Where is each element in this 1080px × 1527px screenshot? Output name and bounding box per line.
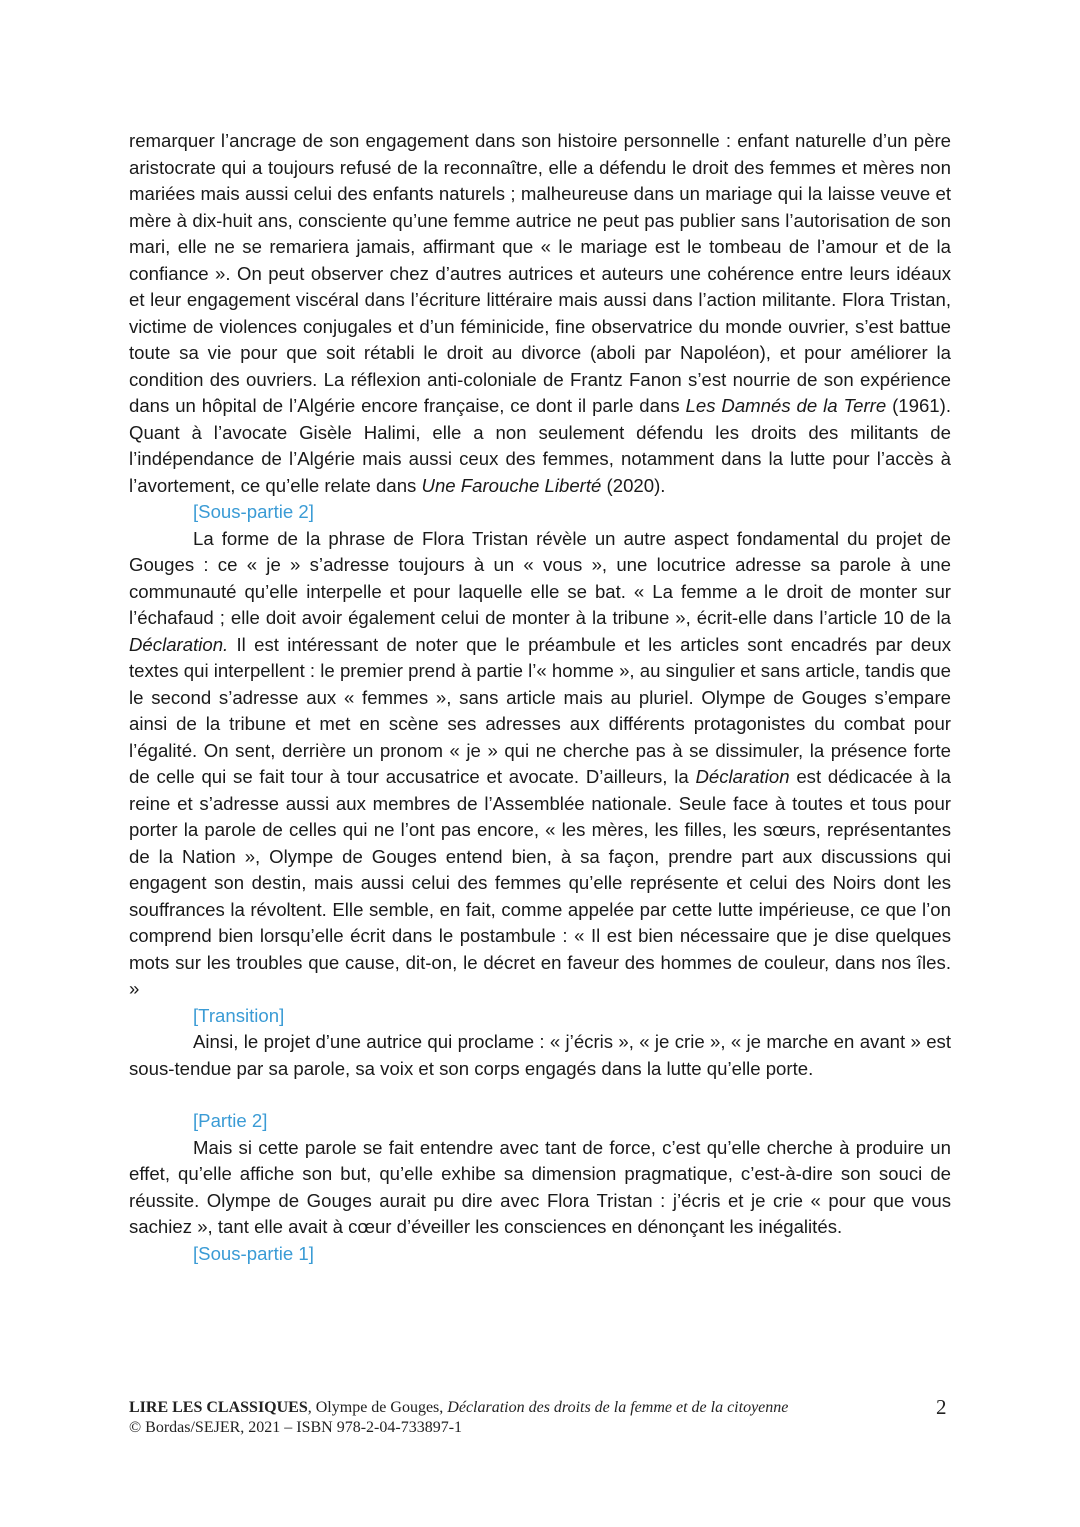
label-transition: [Transition] bbox=[193, 1004, 285, 1026]
footer-copyright: © Bordas/SEJER, 2021 – ISBN 978-2-04-733897-1 bbox=[129, 1419, 463, 1436]
paragraph-adresse: La forme de la phrase de Flora Tristan révèle un autre aspect fondamental du projet de Gouges : ce « je » s’adresse toujours à un « vous », une locutrice adresse sa parole à une communauté qu’elle interpelle et pour laquelle elle se bat. « La femme a le droit de monter sur l’échafaud ; elle doit avoir également celui de monter à la tribune », écrit-elle dans l’article 10 de la Déclaration. Il est intéressant de noter que le préambule et les articles sont encadrés par deux textes qui interpellent : le premier prend à partie l’« homme », au singulier et sans article, tandis que le second s’adresse aux « femmes », sans article mais au pluriel. Olympe de Gouges s’empare ainsi de la tribune et met en scène ses adresses aux différents protagonistes du combat pour l’égalité. On sent, derrière un pronom « je » qui ne cherche pas à se dissimuler, la présence forte de celle qui se fait tour à tour accusatrice et avocate. D’ailleurs, la Déclaration est dédicacée à la reine et s’adresse aussi aux membres de l’Assemblée nationale. Seule face à toutes et tous pour porter la parole de celles qui ne l’ont pas encore, « les mères, les filles, les sœurs, représentantes de la Nation », Olympe de Gouges entend bien, à sa façon, prendre part aux discussions qui engagent son destin, mais aussi celui des femmes qu’elle représente et celui des Noirs dont les souffrances la révoltent. Elle semble, en fait, comme appelée par cette lutte impérieuse, ce que l’on comprend bien lorsqu’elle écrit dans le postambule : « Il est bien nécessaire que je dise quelques mots sur les troubles que cause, dit-on, le décret en faveur des hommes de couleur, dans nos îles. » bbox=[129, 527, 951, 999]
title-declaration-2: Déclaration bbox=[695, 766, 790, 787]
label-sous-partie-1: [Sous-partie 1] bbox=[193, 1242, 314, 1264]
paragraph-engagement: remarquer l’ancrage de son engagement dans son histoire personnelle : enfant naturelle d’un père aristocrate qui a toujours refusé de la reconnaître, elle a défendu le droit des femmes et mères non mariées mais aussi celui des enfants naturels ; malheureuse dans un mariage qui la laisse veuve et mère à dix-huit ans, consciente qu’une femme autrice ne peut pas publier sans l’autorisation de son mari, elle ne se remariera jamais, affirmant que « le mariage est le tombeau de l’amour et de la confiance ». On peut observer chez d’autres autrices et auteurs une cohérence entre leurs idéaux et leur engagement viscéral dans l’écriture littéraire mais aussi dans l’action militante. Flora Tristan, victime de violences conjugales et d’un féminicide, fine observatrice du monde ouvrier, s’est battue toute sa vie pour que soit rétabli le droit au divorce (aboli par Napoléon), et pour améliorer la condition des ouvriers. La réflexion anti-coloniale de Frantz Fanon s’est nourrie de son expérience dans un hôpital de l’Algérie encore française, ce dont il parle dans Les Damnés de la Terre (1961). Quant à l’avocate Gisèle Halimi, elle a non seulement défendu les droits des militants de l’indépendance de l’Algérie mais aussi ceux des femmes, notamment dans la lutte pour l’accès à l’avortement, ce qu’elle relate dans Une Farouche Liberté (2020). bbox=[129, 130, 951, 496]
title-damnes: Les Damnés de la Terre bbox=[685, 395, 887, 416]
body-text bbox=[129, 128, 951, 1267]
paragraph-transition: Ainsi, le projet d’une autrice qui proclame : « j’écris », « je crie », « je marche en avant » est sous-tendue par sa parole, sa voix et son corps engagés dans la lutte qu’elle porte. bbox=[129, 1031, 951, 1079]
footer-work: Déclaration des droits de la femme et de la citoyenne bbox=[447, 1399, 789, 1416]
section-gap bbox=[129, 1082, 951, 1108]
footer-series: LIRE LES CLASSIQUES bbox=[129, 1399, 308, 1416]
footer-citation: LIRE LES CLASSIQUES, Olympe de Gouges, Déclaration des droits de la femme et de la citoyenne bbox=[129, 1399, 789, 1416]
title-farouche: Une Farouche Liberté bbox=[421, 474, 602, 496]
page-number: 2 bbox=[936, 1395, 947, 1419]
title-declaration-1: Déclaration. bbox=[129, 633, 229, 655]
label-partie-2: [Partie 2] bbox=[193, 1110, 268, 1131]
page-footer bbox=[129, 1398, 951, 1438]
label-sous-partie-2: [Sous-partie 2] bbox=[193, 501, 314, 522]
paragraph-partie-2: Mais si cette parole se fait entendre avec tant de force, c’est qu’elle cherche à produire un effet, qu’elle affiche son but, qu’elle exhibe sa dimension pragmatique, c’est-à-dire son souci de réussite. Olympe de Gouges aurait pu dire avec Flora Tristan : j’écris et je crie « pour que vous sachiez », tant elle avait à cœur d’éveiller les consciences en dénonçant les inégalités. bbox=[129, 1136, 951, 1237]
